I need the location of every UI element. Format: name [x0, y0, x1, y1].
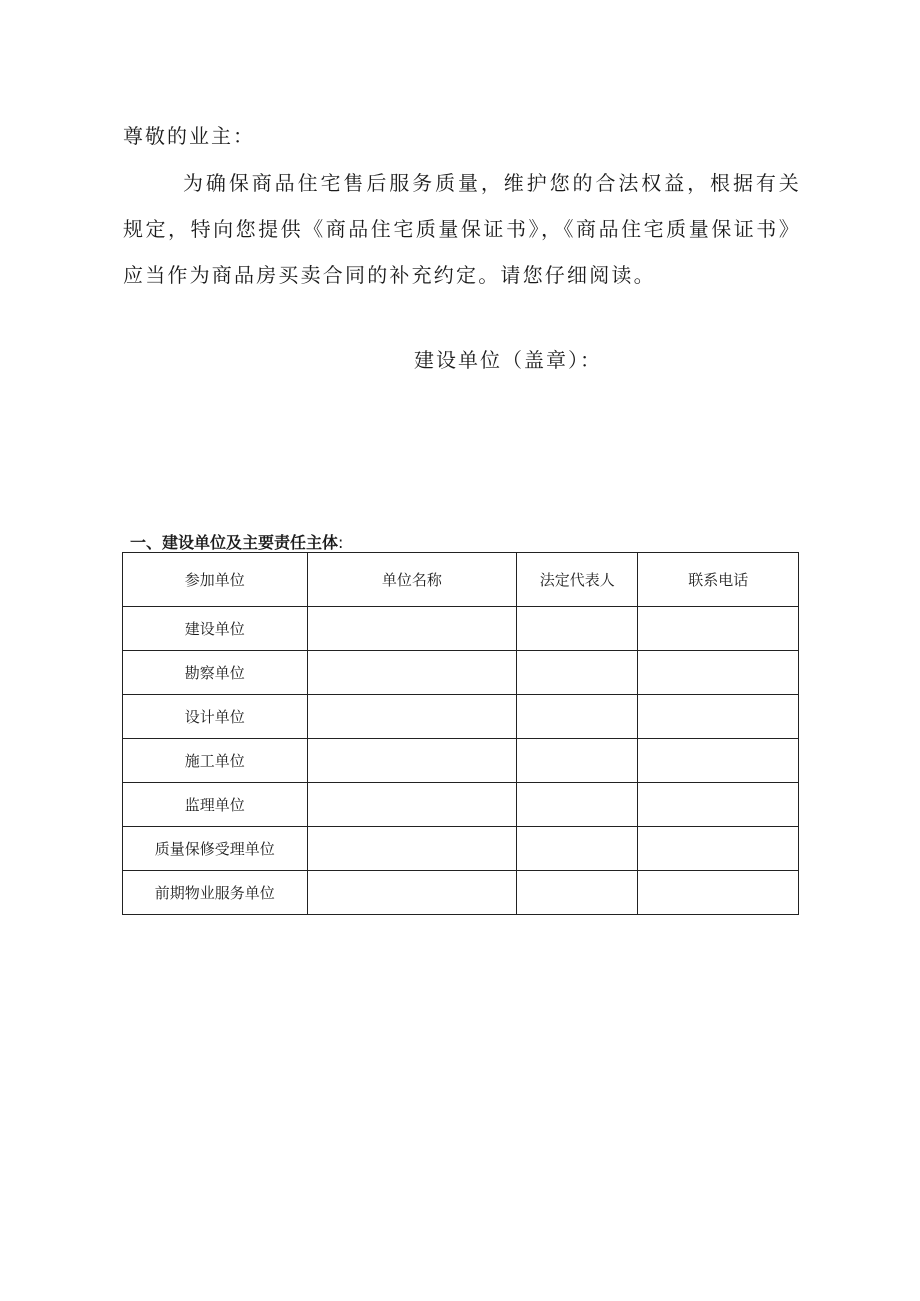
representative-cell[interactable] — [517, 871, 638, 915]
phone-cell[interactable] — [638, 651, 799, 695]
section-title-text: 一、建设单位及主要责任主体 — [130, 533, 339, 552]
row-unit-label: 前期物业服务单位 — [123, 871, 308, 915]
unit-name-cell[interactable] — [307, 783, 517, 827]
header-participating-unit: 参加单位 — [123, 553, 308, 607]
unit-name-cell[interactable] — [307, 739, 517, 783]
builder-seal-line: 建设单位（盖章）： — [414, 348, 602, 372]
unit-name-cell[interactable] — [307, 827, 517, 871]
table-row — [123, 827, 799, 871]
greeting: 尊敬的业主： — [123, 124, 255, 148]
row-unit-label: 施工单位 — [123, 739, 308, 783]
table-row — [123, 783, 799, 827]
phone-cell[interactable] — [638, 871, 799, 915]
representative-cell[interactable] — [517, 651, 638, 695]
row-unit-label: 设计单位 — [123, 695, 308, 739]
unit-name-cell[interactable] — [307, 871, 517, 915]
representative-cell[interactable] — [517, 607, 638, 651]
table-row — [123, 607, 799, 651]
table-row — [123, 739, 799, 783]
row-unit-label: 质量保修受理单位 — [123, 827, 308, 871]
row-unit-label: 建设单位 — [123, 607, 308, 651]
table-header-row — [123, 553, 799, 607]
table-row — [123, 651, 799, 695]
unit-name-cell[interactable] — [307, 651, 517, 695]
row-unit-label: 勘察单位 — [123, 651, 308, 695]
header-legal-representative: 法定代表人 — [517, 553, 638, 607]
unit-name-cell[interactable] — [307, 695, 517, 739]
row-unit-label: 监理单位 — [123, 783, 308, 827]
unit-name-cell[interactable] — [307, 607, 517, 651]
responsible-entities-table — [122, 552, 799, 915]
intro-paragraph: 为确保商品住宅售后服务质量，维护您的合法权益，根据有关规定，特向您提供《商品住宅质量保证书》，《商品住宅质量保证书》应当作为商品房买卖合同的补充约定。请您仔细阅读。 — [123, 171, 801, 287]
table-row — [123, 871, 799, 915]
phone-cell[interactable] — [638, 739, 799, 783]
table-row — [123, 695, 799, 739]
phone-cell[interactable] — [638, 827, 799, 871]
representative-cell[interactable] — [517, 739, 638, 783]
representative-cell[interactable] — [517, 695, 638, 739]
phone-cell[interactable] — [638, 695, 799, 739]
representative-cell[interactable] — [517, 827, 638, 871]
section-title-colon: : — [338, 533, 344, 552]
header-contact-phone: 联系电话 — [638, 553, 799, 607]
phone-cell[interactable] — [638, 607, 799, 651]
header-unit-name: 单位名称 — [307, 553, 517, 607]
phone-cell[interactable] — [638, 783, 799, 827]
section-title — [130, 530, 343, 553]
representative-cell[interactable] — [517, 783, 638, 827]
